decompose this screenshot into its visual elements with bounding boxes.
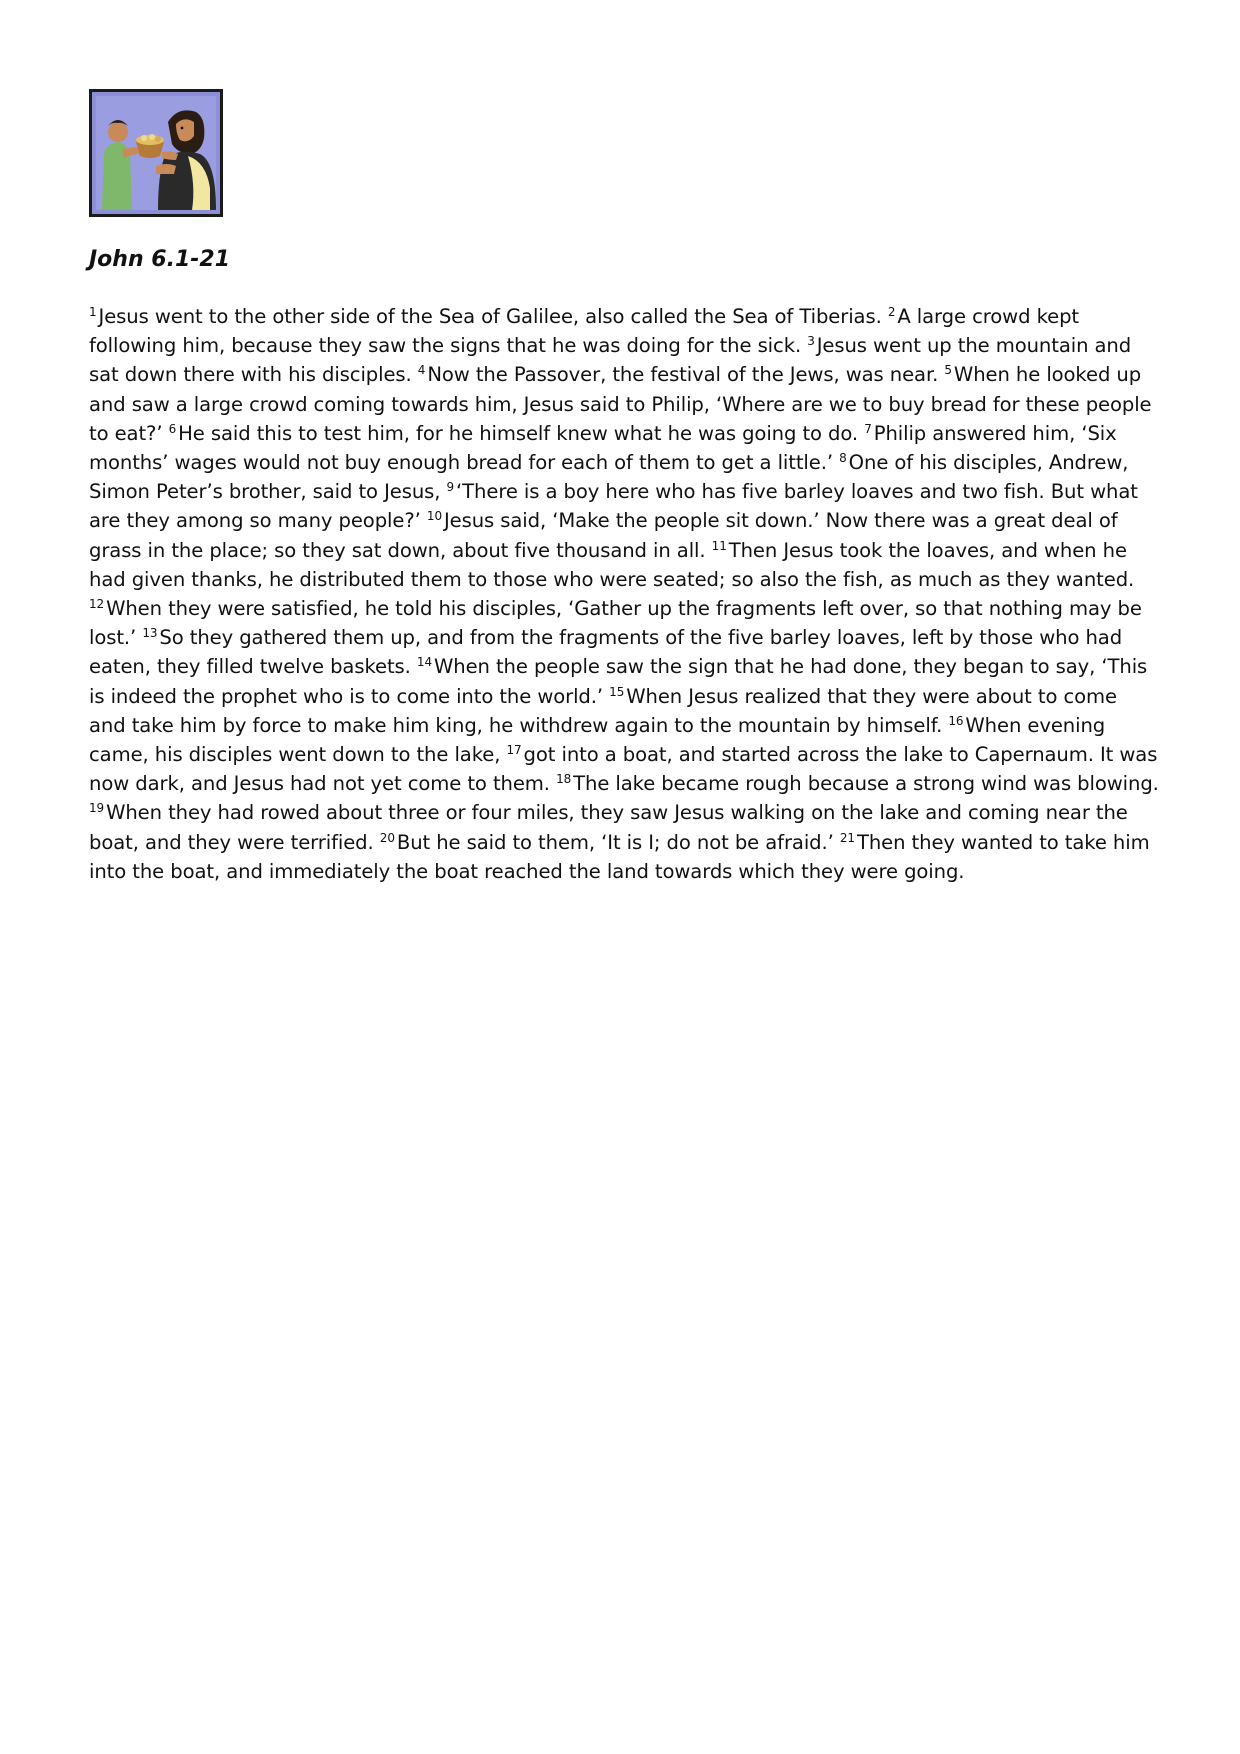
verse-text: So they gathered them up, and from the fragments of the five barley loaves, left by those who had eaten, they filled twelve baskets. (89, 626, 1123, 679)
verse-number: 3 (807, 334, 815, 349)
verse-number: 12 (89, 597, 105, 612)
verse-number: 10 (426, 509, 442, 524)
verse-text: got into a boat, and started across the lake to Capernaum. It was now dark, and Jesus had not yet come to them. (89, 743, 1158, 796)
verse-number: 8 (839, 451, 847, 466)
verse-text: Philip answered him, ‘Six months’ wages would not buy enough bread for each of them to get a little.’ (89, 421, 1117, 475)
verse-number: 21 (839, 830, 855, 845)
verse-number: 15 (609, 684, 625, 699)
verse-text: When he looked up and saw a large crowd coming towards him, Jesus said to Philip, ‘Where are we to buy bread for these people to eat?’ (89, 363, 1152, 445)
verse-text: When evening came, his disciples went down to the lake, (89, 713, 1106, 767)
verse-number: 7 (864, 421, 872, 436)
verse-text: When they had rowed about three or four miles, they saw Jesus walking on the lake and coming near the boat, and they were terrified. (89, 801, 1128, 854)
verse-number: 6 (168, 421, 177, 436)
verse-number: 4 (417, 363, 426, 378)
verse-number: 14 (416, 655, 432, 670)
verse-text: Now the Passover, the festival of the Jews, was near. (427, 363, 945, 387)
verse-number: 2 (887, 305, 896, 319)
verse-text: Jesus went up the mountain and sat down there with his disciples. (89, 334, 1132, 387)
verse-text: Jesus went to the other side of the Sea of Galilee, also called the Sea of Tiberias. (98, 305, 888, 328)
verse-text: He said this to test him, for he himself knew what he was going to do. (178, 421, 865, 445)
verse-text: A large crowd kept following him, because they saw the signs that he was doing for the sick. (89, 305, 1079, 358)
verse-number: 16 (948, 713, 964, 728)
verse-text: When they were satisfied, he told his disciples, ‘Gather up the fragments left over, so that nothing may be lost.’ (89, 597, 1142, 650)
verse-text: But he said to them, ‘It is I; do not be afraid.’ (396, 830, 840, 854)
verse-number: 19 (89, 801, 105, 816)
verse-number: 20 (379, 830, 395, 845)
verse-number: 1 (89, 305, 97, 319)
verse-text: Jesus said, ‘Make the people sit down.’ Now there was a great deal of grass in the place; so they sat down, about five thousand in all. (89, 509, 1118, 562)
verse-text: When the people saw the sign that he had done, they began to say, ‘This is indeed the prophet who is to come into the world.’ (89, 655, 1148, 708)
verse-text: Then Jesus took the loaves, and when he had given thanks, he distributed them to those who were seated; so also the fish, as much as they wanted. (89, 538, 1135, 591)
passage-reference: John 6.1-21 (89, 247, 231, 272)
verse-text: The lake became rough because a strong wind was blowing. (573, 772, 1159, 796)
jesus-receiving-basket-from-boy-icon (89, 89, 223, 217)
verse-text: ‘There is a boy here who has five barley loaves and two fish. But what are they among so many people?’ (89, 480, 1138, 533)
verse-text: Then they wanted to take him into the boat, and immediately the boat reached the land towards which they were going. (89, 830, 1150, 883)
verse-number: 9 (446, 480, 455, 495)
verse-number: 18 (556, 772, 572, 787)
verse-text: When Jesus realized that they were about to come and take him by force to make him king, he withdrew again to the mountain by himself. (89, 684, 1117, 737)
verse-number: 17 (506, 743, 522, 758)
scripture-passage (89, 302, 1159, 886)
verse-number: 5 (944, 363, 952, 378)
verse-number: 11 (711, 538, 727, 553)
verse-text: One of his disciples, Andrew, Simon Peter’s brother, said to Jesus, (89, 451, 1129, 504)
verse-number: 13 (142, 626, 158, 641)
